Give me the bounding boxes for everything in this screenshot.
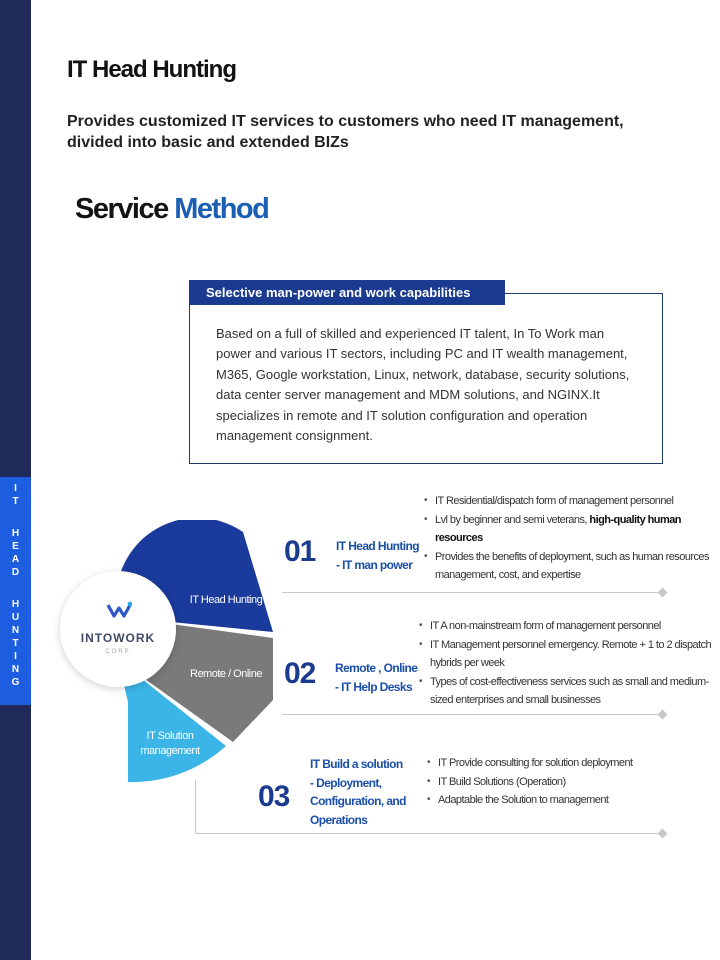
capability-box-body: Based on a full of skilled and experienced IT talent, In To Work man power and various IT sectors, including PC and IT wealth management, M365, Google workstation, Linux, network, database, security solutions, data center server management and MDM solutions, and NGINX.It specializes in remote and IT solution configuration and operation management consignment. bbox=[216, 326, 630, 444]
section-title-part1: Service bbox=[75, 193, 168, 225]
section-title bbox=[75, 193, 268, 226]
service-title-line: Configuration, and bbox=[310, 794, 406, 808]
segment-label-remote-online: Remote / Online bbox=[190, 668, 262, 680]
list-item: • Adaptable the Solution to management bbox=[427, 791, 707, 810]
list-item: • Types of cost-effectiveness services such as small and medium-sized enterprises and small businesses bbox=[419, 673, 714, 710]
service-bullets-03 bbox=[427, 754, 707, 810]
row-divider-end-03 bbox=[658, 829, 668, 839]
page-subtitle: Provides customized IT services to customers who need IT management, divided into basic and extended BIZs bbox=[67, 113, 624, 151]
service-title-line: IT Build a solution bbox=[310, 757, 403, 771]
logo-badge bbox=[60, 571, 176, 687]
service-title-line: IT Head Hunting bbox=[336, 539, 419, 553]
vertical-letter: U bbox=[11, 612, 20, 623]
vertical-letter: G bbox=[11, 677, 20, 688]
vertical-letter: E bbox=[12, 541, 19, 552]
list-item: • IT Build Solutions (Operation) bbox=[427, 773, 707, 792]
row-divider-03 bbox=[195, 833, 662, 834]
service-title-line: - IT man power bbox=[336, 557, 413, 572]
list-item: • Provides the benefits of deployment, such as human resources management, cost, and expertise bbox=[424, 548, 714, 585]
row-divider-end-02 bbox=[658, 710, 668, 720]
vertical-letter: H bbox=[11, 528, 20, 539]
page-title: IT Head Hunting bbox=[67, 56, 236, 83]
service-title-02 bbox=[335, 659, 417, 696]
capability-box-heading: Selective man-power and work capabilities bbox=[189, 280, 505, 305]
service-title-03 bbox=[310, 755, 422, 829]
list-item: • Lvl by beginner and semi veterans, high-quality human resources bbox=[424, 511, 714, 548]
vertical-letter: H bbox=[11, 599, 20, 610]
vertical-letter: T bbox=[12, 496, 19, 507]
list-item: • IT A non-mainstream form of management personnel bbox=[419, 617, 714, 636]
vertical-letter: N bbox=[11, 664, 20, 675]
service-number-03: 03 bbox=[258, 780, 290, 813]
vertical-letter: T bbox=[12, 638, 19, 649]
service-title-line: Operations bbox=[310, 812, 368, 827]
segment-label-head-hunting: IT Head Hunting bbox=[189, 594, 263, 606]
service-number-01: 01 bbox=[284, 535, 316, 568]
vertical-letter: N bbox=[11, 625, 20, 636]
service-title-line: - Deployment, bbox=[310, 775, 382, 790]
row-divider-02 bbox=[282, 714, 662, 715]
logo-icon bbox=[106, 601, 132, 619]
vertical-letter: I bbox=[14, 483, 17, 494]
service-number-02: 02 bbox=[284, 657, 316, 690]
row-divider-01 bbox=[282, 592, 662, 593]
service-title-01 bbox=[336, 537, 419, 574]
list-item: • IT Residential/dispatch form of management personnel bbox=[424, 492, 714, 511]
section-title-part2: Method bbox=[174, 193, 269, 225]
service-title-line: - IT Help Desks bbox=[335, 679, 413, 694]
list-item: • IT Provide consulting for solution deployment bbox=[427, 754, 707, 773]
vertical-letter: A bbox=[11, 554, 20, 565]
logo-tagline: CORP bbox=[105, 649, 131, 655]
service-bullets-02 bbox=[419, 617, 714, 710]
logo-text: INTOWORK bbox=[80, 631, 156, 645]
vertical-letter: I bbox=[14, 651, 17, 662]
list-item: • IT Management personnel emergency. Remote + 1 to 2 dispatch hybrids per week bbox=[419, 636, 714, 673]
service-bullets-01 bbox=[424, 492, 714, 585]
service-title-line: Remote , Online bbox=[335, 661, 418, 675]
segment-label-solution: IT Solution management bbox=[140, 730, 200, 757]
vertical-letter: D bbox=[11, 567, 20, 578]
row-divider-end-01 bbox=[658, 588, 668, 598]
